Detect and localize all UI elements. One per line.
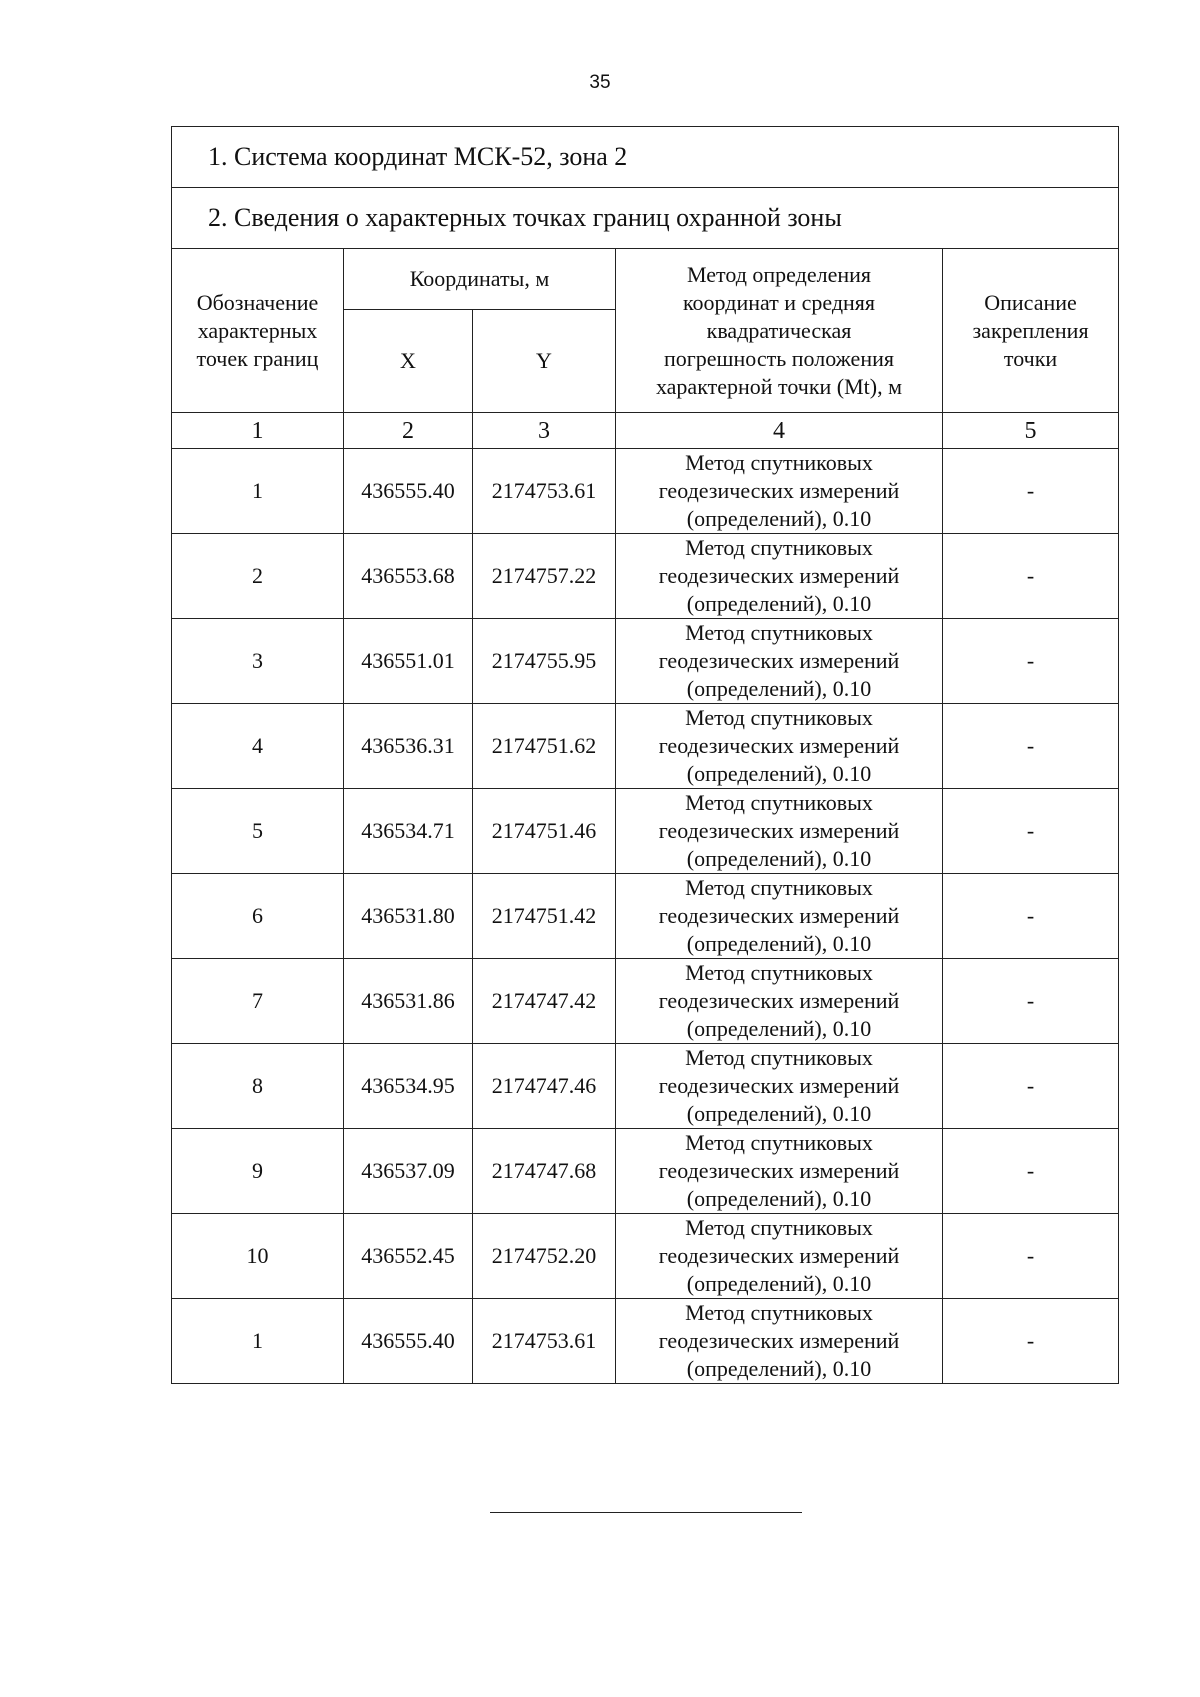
method-line: Метод спутниковых [685,705,873,730]
footer-divider [490,1512,802,1513]
coord-system-title: 1. Система координат МСК-52, зона 2 [172,127,1119,188]
method-line: Метод спутниковых [685,1215,873,1240]
method-line: Метод спутниковых [685,875,873,900]
header-line: Метод определения [686,261,872,287]
point-description: - [943,449,1119,534]
point-description: - [943,959,1119,1044]
method-line: геодезических измерений [658,648,900,673]
point-designation: 6 [172,874,344,959]
method-line: геодезических измерений [658,988,900,1013]
header-line: квадратическая [706,317,852,343]
method-cell [616,619,943,704]
method-line: Метод спутниковых [685,535,873,560]
section-row [172,127,1119,188]
method-cell [616,959,943,1044]
table-row [172,959,1119,1044]
method-line: Метод спутниковых [685,1130,873,1155]
method-line: геодезических измерений [658,1073,900,1098]
point-designation: 8 [172,1044,344,1129]
header-line: погрешность положения [664,345,894,371]
method-line: (определений), 0.10 [686,846,872,871]
method-cell [616,874,943,959]
method-line: Метод спутниковых [685,450,873,475]
coord-y: 2174757.22 [473,534,616,619]
method-line: Метод спутниковых [685,790,873,815]
method-line: геодезических измерений [658,733,900,758]
table-row [172,1299,1119,1384]
coord-x: 436551.01 [344,619,473,704]
point-designation: 5 [172,789,344,874]
point-description: - [943,1044,1119,1129]
method-line: (определений), 0.10 [686,506,872,531]
point-description: - [943,874,1119,959]
column-number: 2 [344,413,473,449]
method-cell [616,789,943,874]
method-line: геодезических измерений [658,1158,900,1183]
table-row [172,619,1119,704]
point-description: - [943,619,1119,704]
point-designation: 2 [172,534,344,619]
method-line: геодезических измерений [658,903,900,928]
coord-y: 2174751.42 [473,874,616,959]
method-line: (определений), 0.10 [686,676,872,701]
table-row [172,449,1119,534]
point-designation: 1 [172,1299,344,1384]
header-y: Y [473,310,616,413]
header-method [616,249,943,413]
point-description: - [943,704,1119,789]
header-line: координат и средняя [682,289,876,315]
table-row [172,789,1119,874]
header-line: характерной точки (Mt), м [655,373,903,399]
points-info-title: 2. Сведения о характерных точках границ охранной зоны [172,188,1119,249]
method-line: Метод спутниковых [685,620,873,645]
column-numbers-row [172,413,1119,449]
point-description: - [943,789,1119,874]
header-row [172,249,1119,310]
method-line: геодезических измерений [658,478,900,503]
point-designation: 4 [172,704,344,789]
method-line: (определений), 0.10 [686,1101,872,1126]
coord-x: 436534.71 [344,789,473,874]
coord-y: 2174755.95 [473,619,616,704]
method-line: (определений), 0.10 [686,761,872,786]
coord-y: 2174753.61 [473,449,616,534]
coordinates-table [171,126,1119,1384]
method-line: (определений), 0.10 [686,1271,872,1296]
coord-y: 2174747.46 [473,1044,616,1129]
method-line: Метод спутниковых [685,1045,873,1070]
coord-x: 436552.45 [344,1214,473,1299]
coord-y: 2174753.61 [473,1299,616,1384]
method-line: (определений), 0.10 [686,1356,872,1381]
table-row [172,874,1119,959]
coord-x: 436536.31 [344,704,473,789]
header-line: Описание [984,289,1077,315]
method-cell [616,449,943,534]
coord-y: 2174747.68 [473,1129,616,1214]
coord-x: 436555.40 [344,1299,473,1384]
page-number: 35 [589,72,611,93]
point-description: - [943,1214,1119,1299]
point-designation: 1 [172,449,344,534]
method-line: (определений), 0.10 [686,1186,872,1211]
coord-x: 436555.40 [344,449,473,534]
point-designation: 7 [172,959,344,1044]
method-cell [616,1129,943,1214]
method-line: геодезических измерений [658,1328,900,1353]
header-line: Обозначение [196,289,319,315]
section-row [172,188,1119,249]
coord-y: 2174751.62 [473,704,616,789]
method-line: Метод спутниковых [685,960,873,985]
header-line: точки [1003,345,1058,371]
coord-y: 2174751.46 [473,789,616,874]
table-row [172,704,1119,789]
method-line: (определений), 0.10 [686,931,872,956]
header-line: характерных [197,317,318,343]
table-row [172,1044,1119,1129]
column-number: 4 [616,413,943,449]
coord-x: 436537.09 [344,1129,473,1214]
method-cell [616,534,943,619]
coord-y: 2174747.42 [473,959,616,1044]
header-coordinates: Координаты, м [344,249,616,310]
header-designation [172,249,344,413]
column-number: 1 [172,413,344,449]
method-line: Метод спутниковых [685,1300,873,1325]
coord-x: 436534.95 [344,1044,473,1129]
method-line: геодезических измерений [658,818,900,843]
header-x: X [344,310,473,413]
coord-x: 436531.86 [344,959,473,1044]
point-designation: 3 [172,619,344,704]
point-description: - [943,1129,1119,1214]
table-row [172,534,1119,619]
coord-y: 2174752.20 [473,1214,616,1299]
column-number: 5 [943,413,1119,449]
header-description [943,249,1119,413]
method-cell [616,1214,943,1299]
method-cell [616,1044,943,1129]
method-line: геодезических измерений [658,563,900,588]
point-designation: 10 [172,1214,344,1299]
method-cell [616,1299,943,1384]
point-description: - [943,534,1119,619]
coord-x: 436553.68 [344,534,473,619]
method-cell [616,704,943,789]
header-line: закрепления [972,317,1089,343]
column-number: 3 [473,413,616,449]
table-row [172,1129,1119,1214]
point-designation: 9 [172,1129,344,1214]
point-description: - [943,1299,1119,1384]
method-line: геодезических измерений [658,1243,900,1268]
method-line: (определений), 0.10 [686,1016,872,1041]
coord-x: 436531.80 [344,874,473,959]
header-line: точек границ [196,345,319,371]
method-line: (определений), 0.10 [686,591,872,616]
table-row [172,1214,1119,1299]
